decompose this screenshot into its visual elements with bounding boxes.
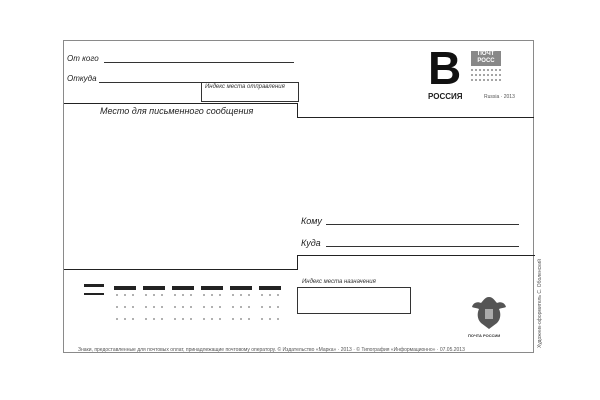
- eagle-emblem-icon: [469, 293, 509, 333]
- recipient-to-label: Кому: [301, 216, 322, 226]
- recipient-index-box[interactable]: [297, 287, 411, 314]
- sender-from-label: От кого: [67, 54, 99, 63]
- step-vertical-line: [297, 103, 298, 117]
- recipient-to-line[interactable]: [326, 224, 519, 225]
- sender-where-label: Откуда: [67, 74, 97, 83]
- sender-divider-line: [64, 103, 298, 104]
- message-area-label: Место для письменного сообщения: [100, 106, 254, 116]
- postcard: [63, 40, 534, 353]
- sender-where-line[interactable]: [99, 82, 201, 83]
- stamp-logo-icon: ПОЧТ РОСС: [471, 51, 501, 66]
- stamp-letter: В: [428, 42, 462, 94]
- reference-bar: [84, 293, 104, 295]
- reference-bar: [84, 284, 104, 287]
- recipient-where-label: Куда: [301, 238, 321, 248]
- bottom-right-divider-line: [297, 255, 535, 256]
- bottom-step-line: [297, 255, 298, 270]
- index-stencil-dots: [114, 292, 289, 324]
- top-right-divider-line: [297, 117, 534, 118]
- sender-index-box[interactable]: [201, 82, 299, 102]
- recipient-where-line[interactable]: [326, 246, 519, 247]
- stamp-country-latin: Russia · 2013: [484, 94, 515, 100]
- emblem-caption: ПОЧТА РОССИИ: [468, 333, 501, 338]
- stamp-country: РОССИЯ: [428, 92, 463, 101]
- footer-imprint: Знаки, предоставленные для почтовых оплат, принадлежащие почтовому оператору. © Издательство «Марка» · 2013 · © Типография «Информационно» · 07.05.2013: [78, 347, 465, 353]
- side-imprint: Художник-оформитель С. Оболенский: [537, 259, 543, 348]
- sender-index-label: Индекс места отправления: [205, 84, 285, 90]
- bottom-left-divider-line: [64, 269, 297, 270]
- stamp-dot-pattern: [471, 69, 504, 89]
- recipient-index-label: Индекс места назначения: [302, 279, 376, 285]
- sender-from-line[interactable]: [104, 62, 294, 63]
